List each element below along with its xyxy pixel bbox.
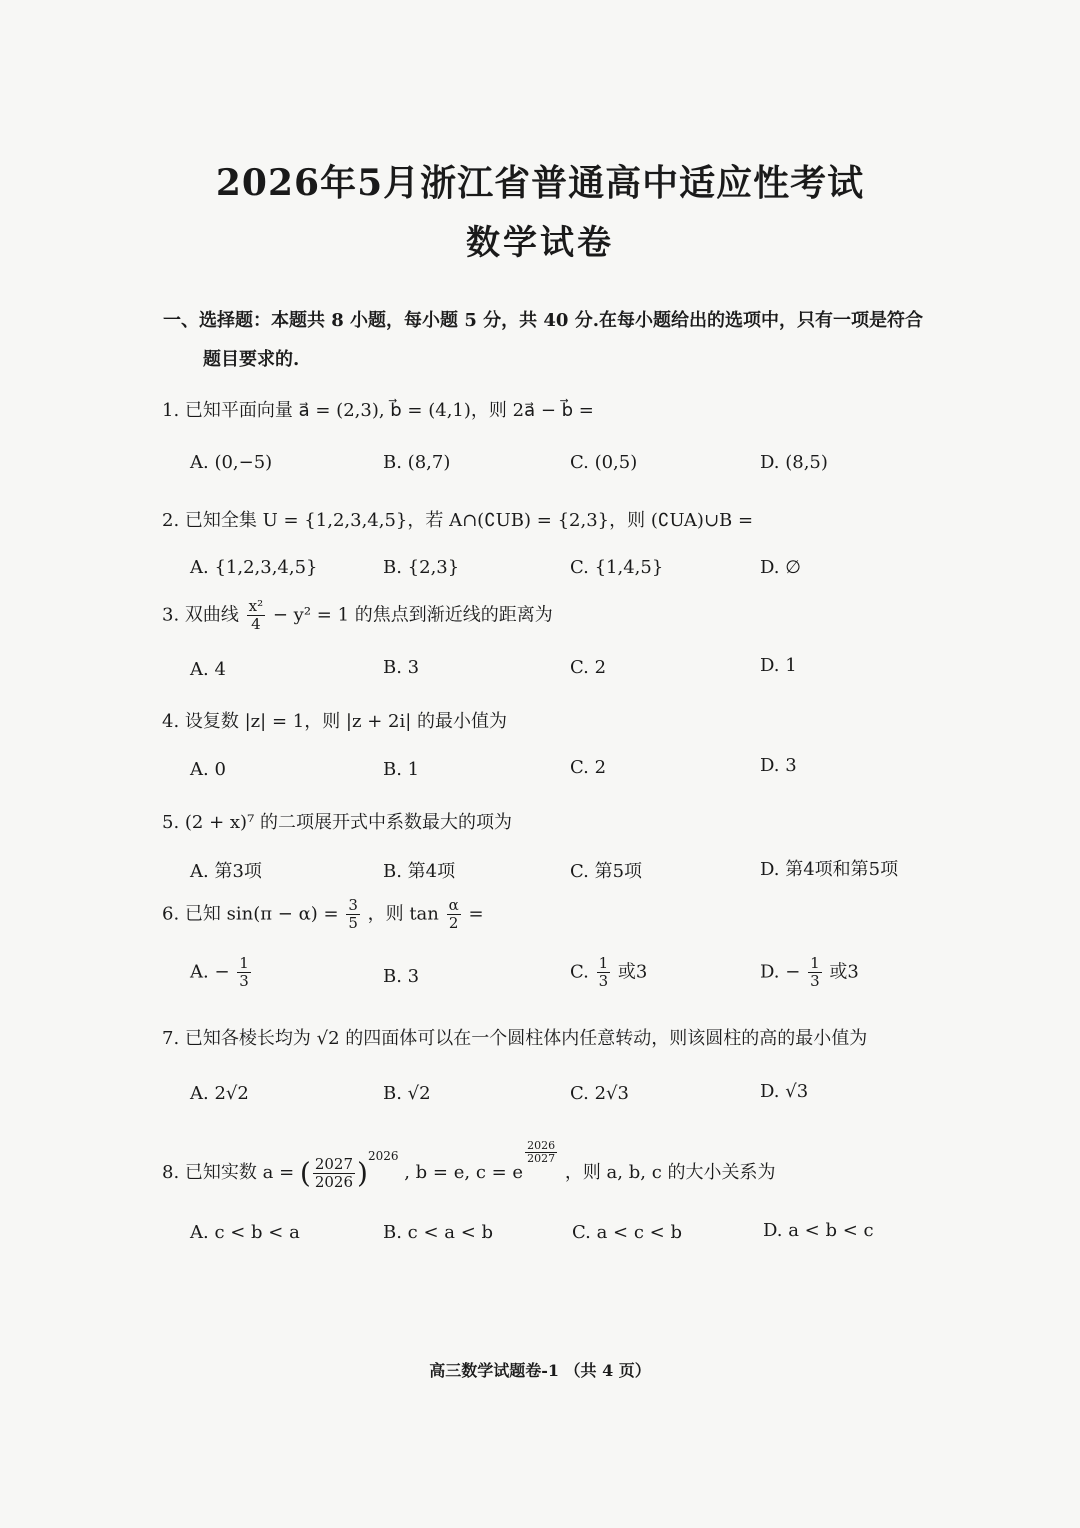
question-5-option-a: A. 第3项 <box>190 861 262 882</box>
question-7-option-a: A. 2√2 <box>190 1083 249 1104</box>
question-1-option-b: B. (8,7) <box>383 452 451 473</box>
question-3-stem <box>162 598 962 633</box>
question-3-option-a: A. 4 <box>190 659 226 680</box>
exam-subtitle: 数学试卷 <box>466 223 614 263</box>
fraction <box>346 897 360 932</box>
exponent-fraction <box>525 1140 557 1165</box>
fraction-denominator: 4 <box>251 615 261 633</box>
fraction-denominator: 3 <box>598 972 609 990</box>
fraction-numerator: 2027 <box>314 1154 354 1173</box>
question-5-option-c: C. 第5项 <box>570 861 643 882</box>
question-2-option-b: B. {2,3} <box>383 557 460 578</box>
question-5-option-b: B. 第4项 <box>383 861 456 882</box>
question-8-stem-end: ，则 a, b, c 的大小关系为 <box>564 1162 776 1183</box>
fraction-numerator: x² <box>248 597 264 615</box>
question-8-stem-start: 8. 已知实数 a = <box>162 1162 295 1183</box>
question-1-option-d: D. (8,5) <box>760 452 828 473</box>
fraction-numerator: 1 <box>810 954 820 972</box>
question-3-stem-end: − y² = 1 的焦点到渐近线的距离为 <box>272 604 553 626</box>
question-6-option-b: B. 3 <box>383 966 420 987</box>
option-suffix: 或3 <box>617 961 648 983</box>
section-heading-continued: 题目要求的. <box>203 349 300 370</box>
question-1-option-c: C. (0,5) <box>570 452 638 473</box>
question-8-option-b: B. c < a < b <box>383 1222 494 1243</box>
paren-left: ( <box>299 1156 311 1190</box>
question-7-option-b: B. √2 <box>383 1083 431 1104</box>
question-6-option-c <box>570 955 647 990</box>
option-prefix: D. − <box>760 961 801 983</box>
question-5-stem: 5. (2 + x)⁷ 的二项展开式中系数最大的项为 <box>162 812 513 833</box>
fraction <box>313 1156 355 1191</box>
question-4-option-c: C. 2 <box>570 757 607 778</box>
fraction-denominator: 2 <box>448 914 459 932</box>
question-6-stem <box>162 897 962 932</box>
question-3-option-b: B. 3 <box>383 657 420 678</box>
fraction <box>247 598 265 633</box>
question-3-option-c: C. 2 <box>570 657 607 678</box>
question-7-stem: 7. 已知各棱长均为 √2 的四面体可以在一个圆柱体内任意转动，则该圆柱的高的最小值为 <box>162 1028 868 1049</box>
question-2-option-a: A. {1,2,3,4,5} <box>190 557 318 578</box>
question-6-option-a <box>190 955 253 990</box>
question-8-option-c: C. a < c < b <box>572 1222 682 1243</box>
question-1-option-a: A. (0,−5) <box>190 452 273 473</box>
fraction-denominator: 5 <box>348 914 358 932</box>
question-2-stem: 2. 已知全集 U = {1,2,3,4,5}，若 A∩(∁UB) = {2,3}，则 (∁UA)∪B = <box>162 510 754 531</box>
question-8-option-d: D. a < b < c <box>763 1220 874 1241</box>
question-8-option-a: A. c < b < a <box>190 1222 300 1243</box>
section-heading: 一、选择题：本题共 8 小题，每小题 5 分，共 40 分.在每小题给出的选项中，只有一项是符合 <box>163 310 923 331</box>
question-4-option-b: B. 1 <box>383 759 420 780</box>
question-8-stem <box>162 1140 962 1191</box>
page-footer: 高三数学试题卷-1 （共 4 页） <box>429 1361 651 1380</box>
fraction-denominator: 3 <box>810 972 820 990</box>
question-7-option-d: D. √3 <box>760 1081 809 1102</box>
fraction-denominator: 3 <box>239 972 249 990</box>
fraction-numerator: 1 <box>598 954 609 972</box>
question-6-stem-end: = <box>468 903 484 925</box>
question-6-stem-middle: ，则 tan <box>367 903 439 925</box>
exam-title: 2026年5月浙江省普通高中适应性考试 <box>215 162 865 204</box>
fraction-denominator: 2027 <box>527 1152 556 1165</box>
fraction-numerator: 2026 <box>527 1139 556 1152</box>
fraction <box>237 955 251 990</box>
option-prefix: A. − <box>190 961 230 983</box>
question-1-stem: 1. 已知平面向量 a⃗ = (2,3), b⃗ = (4,1)，则 2a⃗ − b⃗ = <box>162 400 594 421</box>
fraction-numerator: α <box>448 896 459 914</box>
question-5-option-d: D. 第4项和第5项 <box>760 859 899 880</box>
question-6-stem-start: 6. 已知 sin(π − α) = <box>162 903 339 925</box>
question-4-stem: 4. 设复数 |z| = 1，则 |z + 2i| 的最小值为 <box>162 711 507 732</box>
question-8-stem-middle: , b = e, c = e <box>404 1162 524 1183</box>
question-2-option-d: D. ∅ <box>760 557 801 578</box>
question-4-option-a: A. 0 <box>190 759 226 780</box>
question-7-option-c: C. 2√3 <box>570 1083 629 1104</box>
question-3-option-d: D. 1 <box>760 655 797 676</box>
option-prefix: C. <box>570 961 595 983</box>
fraction <box>447 897 461 932</box>
question-3-stem-start: 3. 双曲线 <box>162 604 239 626</box>
question-4-option-d: D. 3 <box>760 755 797 776</box>
fraction-numerator: 3 <box>348 896 358 914</box>
fraction <box>597 955 611 990</box>
option-suffix: 或3 <box>829 961 859 983</box>
fraction-numerator: 1 <box>239 954 249 972</box>
fraction-denominator: 2026 <box>314 1172 354 1191</box>
question-6-option-d <box>760 955 859 990</box>
fraction <box>808 955 822 990</box>
question-2-option-c: C. {1,4,5} <box>570 557 664 578</box>
paren-right: ) <box>357 1156 368 1190</box>
exponent: 2026 <box>367 1149 399 1163</box>
